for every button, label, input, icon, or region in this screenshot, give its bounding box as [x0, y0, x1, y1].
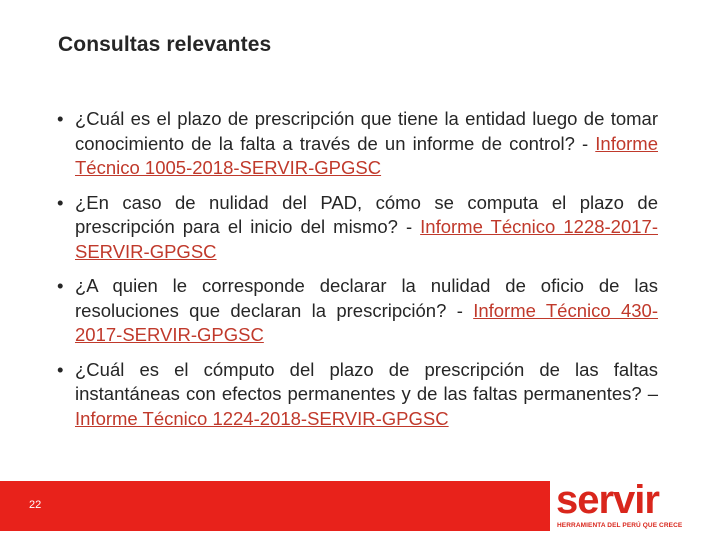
logo-wordmark: servir	[556, 478, 659, 522]
bullet-item	[57, 191, 658, 265]
bullet-question: ¿Cuál es el cómputo del plazo de prescripción de las faltas instantáneas con efectos permanentes y de las faltas permanentes? –	[75, 358, 658, 404]
bullet-item	[57, 358, 658, 432]
logo-tagline: HERRAMIENTA DEL PERÚ QUE CRECE	[557, 522, 683, 529]
servir-logo	[556, 478, 696, 532]
bullet-dot: •	[57, 108, 64, 129]
bullet-dot: •	[57, 191, 64, 213]
slide-title: Consultas relevantes	[58, 33, 272, 56]
footer-bar	[0, 481, 550, 531]
bullet-question: ¿En caso de nulidad del PAD, cómo se computa el plazo de prescripción para el inicio del mismo? -	[75, 191, 658, 237]
page-number: 22	[29, 499, 42, 511]
report-link[interactable]: Informe Técnico 1005-2018-SERVIR-GPGSC	[75, 132, 658, 178]
bullet-item	[57, 107, 658, 181]
bullet-list	[57, 107, 658, 441]
report-link[interactable]: Informe Técnico 1228-2017-SERVIR-GPGSC	[75, 216, 658, 262]
bullet-dot: •	[57, 275, 64, 296]
bullet-question: ¿Cuál es el plazo de prescripción que tiene la entidad luego de tomar conocimiento de la falta a través de un informe de control? -	[75, 108, 658, 154]
bullet-dot: •	[57, 358, 64, 380]
bullet-question: ¿A quien le corresponde declarar la nulidad de oficio de las resoluciones que declaran la prescripción? -	[75, 275, 658, 321]
report-link[interactable]: Informe Técnico 1224-2018-SERVIR-GPGSC	[75, 407, 449, 429]
report-link[interactable]: Informe Técnico 430-2017-SERVIR-GPGSC	[75, 299, 659, 345]
bullet-item	[57, 274, 658, 348]
